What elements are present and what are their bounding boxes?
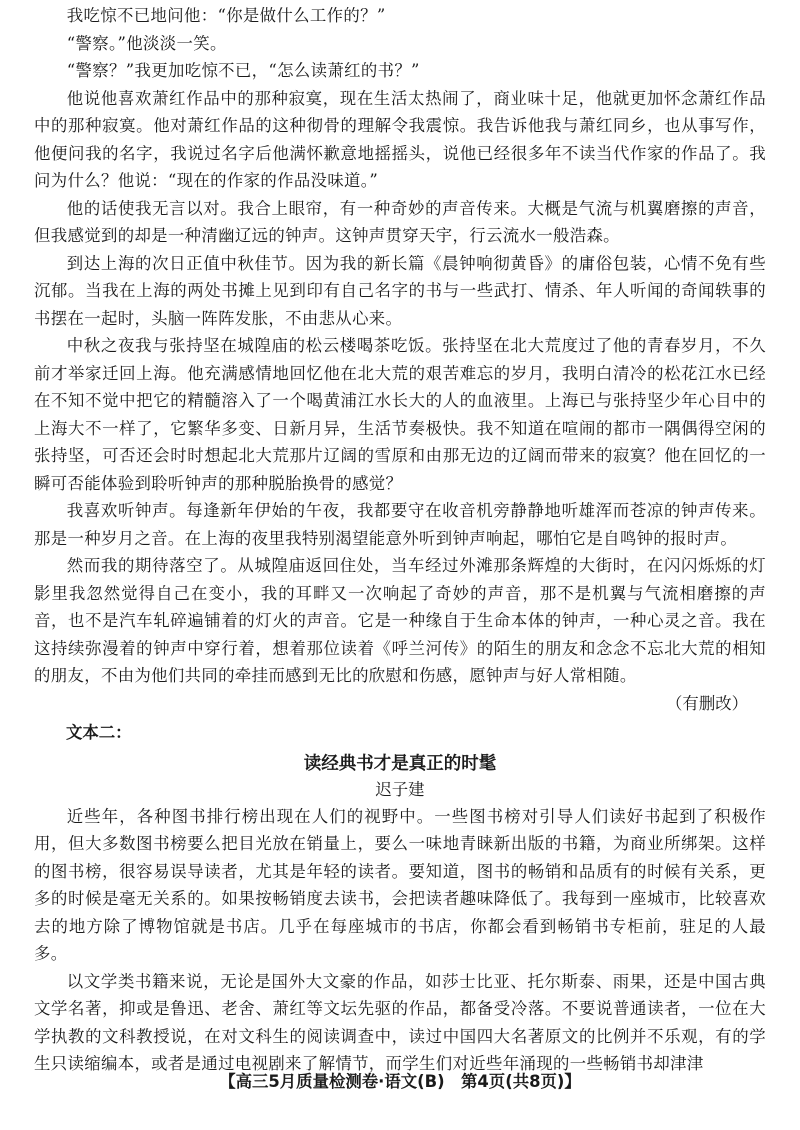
- paragraph: 然而我的期待落空了。从城隍庙返回住处，当车经过外滩那条辉煌的大街时，在闪闪烁烁的灯影里我忽然觉得自己在变小，我的耳畔又一次响起了奇妙的声音，那不是机翼与气流相磨擦的声音，也不是汽车轧碎遍铺着的灯火的声音。它是一种缘自于生命本体的钟声，一种心灵之音。我在这持续弥漫着的钟声中穿行着，想着那位读着《呼兰河传》的陌生的朋友和念念不忘北大荒的相知的朋友，不由为他们共同的牵挂而感到无比的欣慰和伤感，愿钟声与好人常相随。: [34, 556, 766, 685]
- paragraph: 近些年，各种图书排行榜出现在人们的视野中。一些图书榜对引导人们读好书起到了积极作用，但大多数图书榜要么把目光放在销量上，要么一味地青睐新出版的书籍，为商业所绑架。这样的图书榜，很容易误导读者，尤其是年轻的读者。要知道，图书的畅销和品质有的时候有关系，更多的时候是毫无关系的。如果按畅销度去读书，会把读者趣味降低了。我每到一座城市，比较喜欢去的地方除了博物馆就是书店。几乎在每座城市的书店，你都会看到畅销书专柜前，驻足的人最多。: [34, 806, 766, 963]
- paragraph: 到达上海的次日正值中秋佳节。因为我的新长篇《晨钟响彻黄昏》的庸俗包装，心情不免有些沉郁。当我在上海的两处书摊上见到印有自己名字的书与一些武打、情杀、年人听闻的奇闻轶事的书摆在一起时，头脑一阵阵发胀，不由悲从心来。: [34, 253, 766, 328]
- paragraph: “警察。”他淡淡一笑。: [66, 33, 227, 53]
- paragraph: 以文学类书籍来说，无论是国外大文豪的作品，如莎士比亚、托尔斯泰、雨果，还是中国古典文学名著，抑或是鲁迅、老舍、萧红等文坛先驱的作品，都备受冷落。不要说普通读者，一位在大学执教的文科教授说，在对文科生的阅读调查中，读过中国四大名著原文的比例并不乐观，有的学生只读缩编本，或者是通过电视剧来了解情节，而学生们对近些年涌现的一些畅销书却津津: [34, 971, 766, 1073]
- article-author: 迟子建: [375, 779, 425, 799]
- source-note: （有删改）: [666, 693, 748, 713]
- page-footer: 【高三5月质量检测卷·语文(B) 第4页(共8页)】: [219, 1072, 581, 1091]
- passage-one: [34, 2, 766, 690]
- paragraph: 中秋之夜我与张持坚在城隍庙的松云楼喝茶吃饭。张持坚在北大荒度过了他的青春岁月，不久前才举家迁回上海。他充满感情地回忆他在北大荒的艰苦难忘的岁月，我明白清冷的松花江水已经在不知不觉中把它的精髓溶入了一个喝黄浦江水长大的人的血液里。上海已与张持坚少年心目中的上海大不一样了，它繁华多变、日新月异，生活节奏极快。我不知道在喧闹的都市一隅偶得空闲的张持坚，可否还会时时想起北大荒那片辽阔的雪原和由那无边的辽阔而带来的寂寞？他在回忆的一瞬可否能体验到聆听钟声的那种脱胎换骨的感觉？: [34, 336, 766, 493]
- article-title: 读经典书才是真正的时髦: [303, 753, 497, 774]
- paragraph: 他的话使我无言以对。我合上眼帘，有一种奇妙的声音传来。大概是气流与机翼磨擦的声音，但我感觉到的却是一种清幽辽远的钟声。这钟声贯穿天宇，行云流水一般浩森。: [34, 198, 766, 245]
- paragraph: 我吃惊不已地问他：“你是做什么工作的？”: [66, 6, 386, 25]
- paragraph: 他说他喜欢萧红作品中的那种寂寞，现在生活太热闹了，商业味十足，他就更加怀念萧红作品中的那种寂寞。他对萧红作品的这种彻骨的理解令我震惊。我告诉他我与萧红同乡，也从事写作，他便问我的名字，我说过名字后他满怀歉意地摇摇头，说他已经很多年不读当代作家的作品了。我问为什么？他说：“现在的作家的作品没味道。”: [34, 88, 766, 190]
- section-label: 文本二：: [66, 723, 132, 742]
- paragraph: “警察？”我更加吃惊不已，“怎么读萧红的书？”: [66, 61, 420, 80]
- passage-two: [34, 803, 766, 1078]
- paragraph: 我喜欢听钟声。每逢新年伊始的午夜，我都要守在收音机旁静静地听雄浑而苍凉的钟声传来。那是一种岁月之音。在上海的夜里我特别渴望能意外听到钟声响起，哪怕它是自鸣钟的报时声。: [34, 501, 766, 548]
